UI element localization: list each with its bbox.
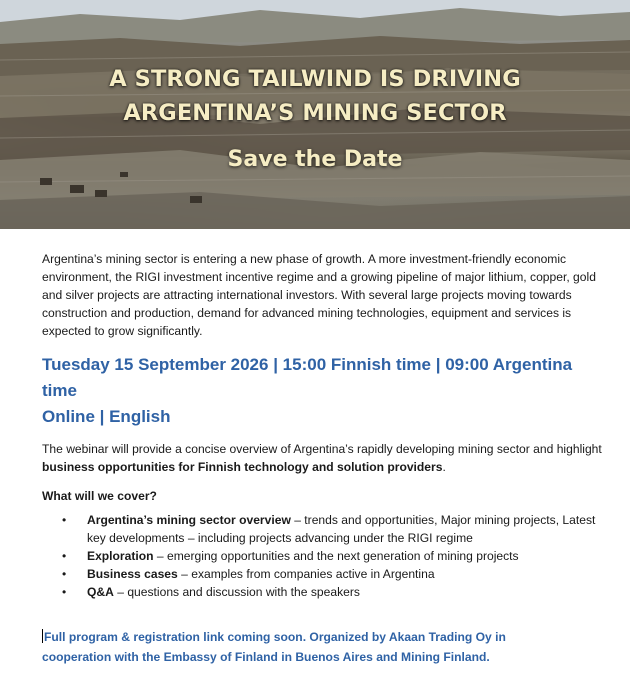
topic-title: Exploration <box>87 549 154 563</box>
webinar-text: The webinar will provide a concise overview of Argentina’s rapidly developing mining sector and highlight <box>42 442 602 456</box>
topic-item <box>42 511 602 547</box>
footer-note <box>42 627 572 667</box>
bullet-icon: • <box>62 585 67 599</box>
topic-title: Argentina’s mining sector overview <box>87 513 291 527</box>
bullet-icon: • <box>62 549 67 563</box>
webinar-end: . <box>442 460 446 474</box>
hero-title <box>0 62 630 130</box>
text-cursor[interactable] <box>42 629 43 643</box>
topic-desc: – examples from companies active in Argentina <box>177 567 435 581</box>
cover-heading: What will we cover? <box>42 489 157 503</box>
topic-item <box>42 565 602 583</box>
hero-title-line2: ARGENTINA’S MINING SECTOR <box>123 100 507 126</box>
topic-desc: – emerging opportunities and the next generation of mining projects <box>153 549 519 563</box>
topic-item <box>42 583 602 601</box>
topic-item <box>42 547 602 565</box>
topic-desc: – questions and discussion with the speakers <box>113 585 360 599</box>
bullet-icon: • <box>62 513 67 527</box>
bullet-icon: • <box>62 567 67 581</box>
intro-paragraph: Argentina’s mining sector is entering a new phase of growth. A more investment-friendly economic environment, the RIGI investment incentive regime and a growing pipeline of major lithium, copper, gold and silver projects are attracting international investors. With several large projects moving towards construction and production, demand for advanced mining technologies, equipment and services is expected to grow significantly. <box>42 252 596 338</box>
hero-subtitle: Save the Date <box>227 147 403 172</box>
event-format: Online | English <box>42 407 171 426</box>
webinar-highlight: business opportunities for Finnish technology and solution providers <box>42 460 443 474</box>
document-body <box>42 250 602 601</box>
webinar-description <box>42 440 602 476</box>
event-datetime: Tuesday 15 September 2026 | 15:00 Finnish time | 09:00 Argentina time <box>42 355 573 400</box>
topic-title: Business cases <box>87 567 178 581</box>
hero-banner <box>0 0 630 229</box>
hero-title-line1: A STRONG TAILWIND IS DRIVING <box>109 66 521 92</box>
footer-text: Full program & registration link coming soon. Organized by Akaan Trading Oy in cooperation with the Embassy of Finland in Buenos Aires and Mining Finland. <box>42 630 506 664</box>
topics-list <box>42 511 602 601</box>
topic-desc: – trends and opportunities, Major mining projects, Latest key developments – including projects advancing under the RIGI regime <box>87 513 596 545</box>
topic-title: Q&A <box>87 585 114 599</box>
